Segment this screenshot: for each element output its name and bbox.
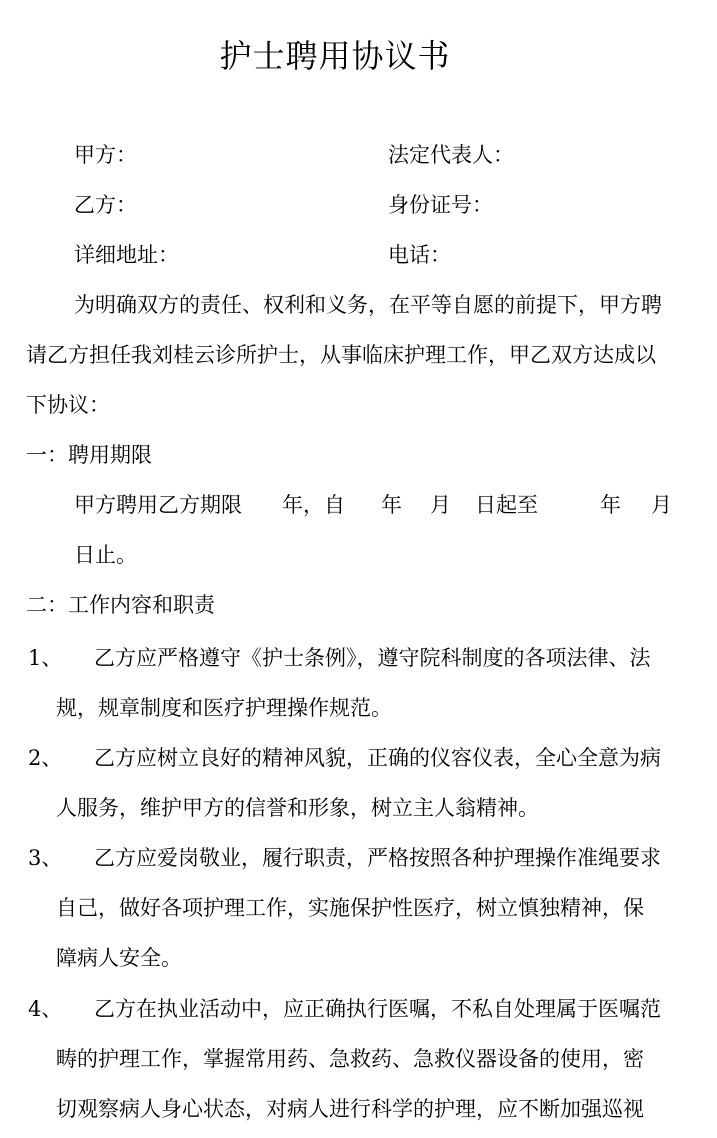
id-number-label: 身份证号： (388, 193, 493, 217)
list-item-line: 障病人安全。 (56, 946, 182, 970)
party-b-label: 乙方： (74, 193, 137, 217)
term-text: 月 (430, 493, 451, 517)
list-item-line: 乙方应爱岗敬业，履行职责，严格按照各种护理操作准绳要求 (94, 846, 661, 870)
legal-rep-label: 法定代表人： (388, 143, 514, 167)
term-text: 年 (381, 493, 402, 517)
term-line-end: 日止。 (74, 543, 137, 567)
list-item-line: 切观察病人身心状态，对病人进行科学的护理，应不断加强巡视 (56, 1097, 644, 1121)
list-item-number: 4、 (28, 997, 63, 1021)
list-item-line: 乙方在执业活动中，应正确执行医嘱，不私自处理属于医嘱范 (94, 997, 661, 1021)
term-text: 月 (651, 493, 672, 517)
term-text: 年，自 (282, 493, 345, 517)
address-label: 详细地址： (74, 243, 179, 267)
section-heading-duties: 二：工作内容和职责 (26, 593, 215, 617)
term-text: 甲方聘用乙方期限 (74, 493, 242, 517)
party-a-label: 甲方： (74, 143, 137, 167)
phone-label: 电话： (388, 243, 451, 267)
list-item-line: 畴的护理工作，掌握常用药、急救药、急救仪器设备的使用，密 (56, 1047, 644, 1071)
list-item-number: 2、 (28, 746, 63, 770)
intro-line: 下协议： (26, 393, 110, 417)
term-line (74, 490, 672, 520)
list-item-number: 1、 (28, 646, 63, 670)
list-item-line: 人服务，维护甲方的信誉和形象，树立主人翁精神。 (56, 796, 539, 820)
list-item-line: 自己，做好各项护理工作，实施保护性医疗，树立慎独精神，保 (56, 896, 644, 920)
list-item-line: 规，规章制度和医疗护理操作规范。 (56, 696, 392, 720)
section-heading-term: 一：聘用期限 (26, 443, 152, 467)
page-title: 护士聘用协议书 (219, 37, 451, 75)
list-item-number: 3、 (28, 846, 63, 870)
intro-line: 请乙方担任我刘桂云诊所护士，从事临床护理工作，甲乙双方达成以 (26, 343, 656, 367)
term-text: 日起至 (475, 493, 538, 517)
term-text: 年 (600, 493, 621, 517)
intro-line: 为明确双方的责任、权利和义务，在平等自愿的前提下，甲方聘 (74, 293, 662, 317)
list-item-line: 乙方应严格遵守《护士条例》，遵守院科制度的各项法律、法 (94, 646, 651, 670)
list-item-line: 乙方应树立良好的精神风貌，正确的仪容仪表，全心全意为病 (94, 746, 661, 770)
